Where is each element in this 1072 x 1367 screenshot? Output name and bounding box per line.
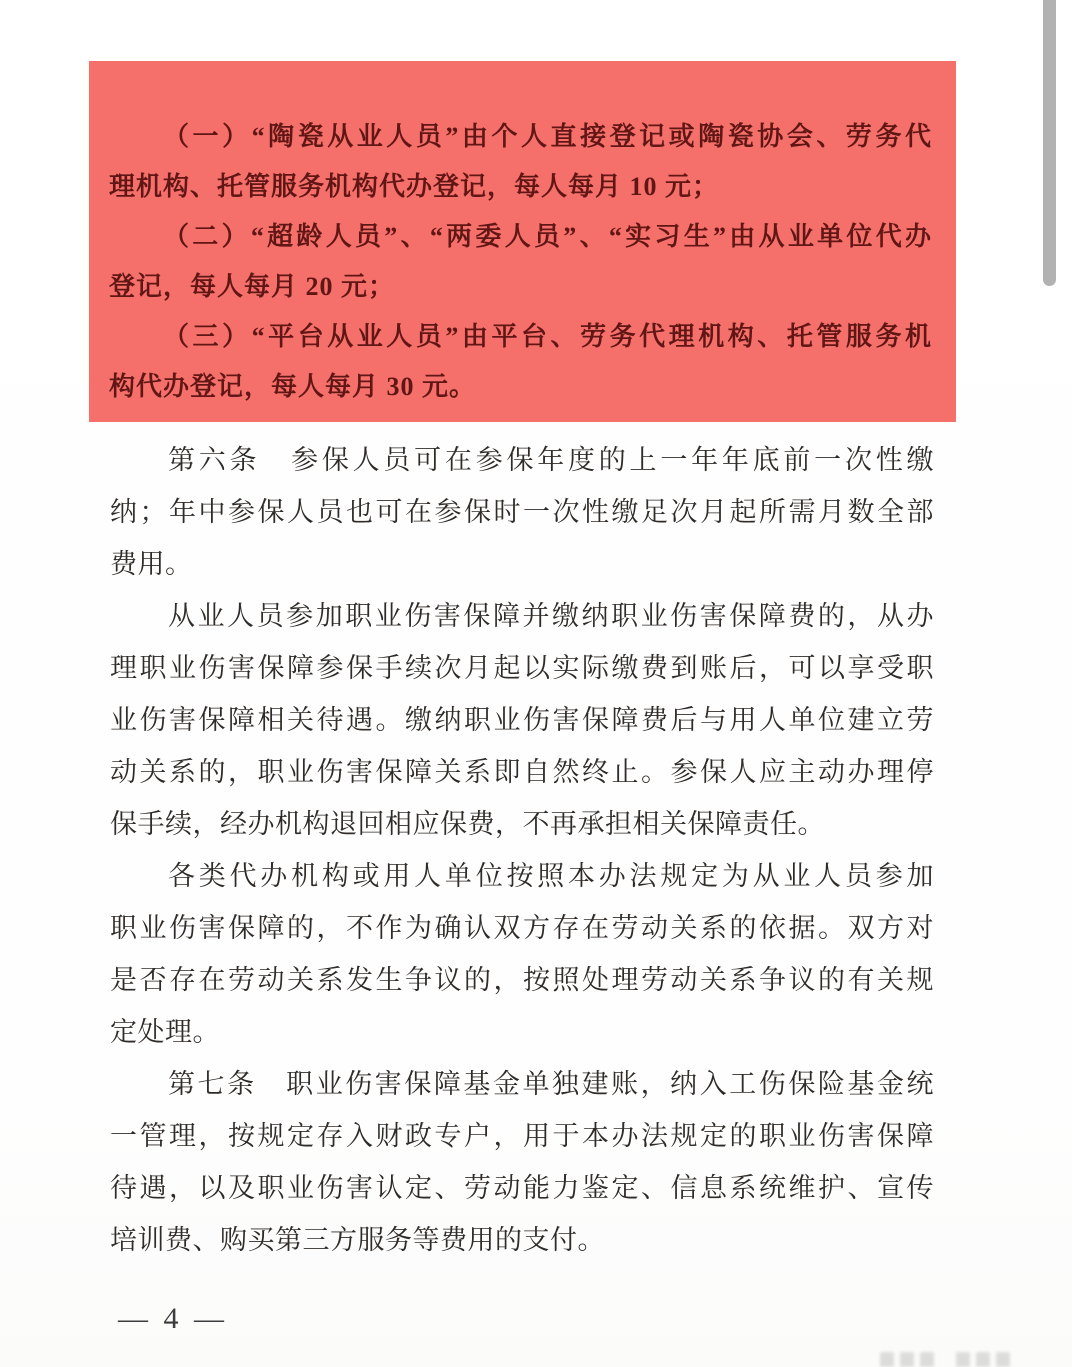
paragraph-agency	[110, 850, 934, 1058]
text-line: 业伤害保障相关待遇。缴纳职业伤害保障费后与用人单位建立劳	[110, 705, 934, 735]
highlight-line: （一）“陶瓷从业人员”由个人直接登记或陶瓷协会、劳务代	[163, 122, 932, 151]
highlighted-passage	[89, 61, 956, 422]
highlight-line: 构代办登记，每人每月 30 元。	[109, 372, 477, 401]
text-line: 费用。	[110, 549, 193, 579]
text-line: 第六条 参保人员可在参保年度的上一年年底前一次性缴	[168, 445, 934, 475]
highlight-line: 登记，每人每月 20 元；	[109, 272, 396, 301]
paragraph-enrollment	[110, 590, 934, 850]
text-line: 是否存在劳动关系发生争议的，按照处理劳动关系争议的有关规	[110, 965, 934, 995]
text-line: 培训费、购买第三方服务等费用的支付。	[110, 1225, 605, 1255]
text-line: 各类代办机构或用人单位按照本办法规定为从业人员参加	[168, 861, 934, 891]
text-line: 理职业伤害保障参保手续次月起以实际缴费到账后，可以享受职	[110, 653, 934, 683]
scrollbar-thumb[interactable]	[1043, 0, 1056, 286]
text-line: 动关系的，职业伤害保障关系即自然终止。参保人应主动办理停	[110, 757, 934, 787]
paragraph-article-6	[110, 434, 934, 590]
text-line: 从业人员参加职业伤害保障并缴纳职业伤害保障费的，从办	[168, 601, 934, 631]
highlight-line: （二）“超龄人员”、“两委人员”、“实习生”由从业单位代办	[163, 222, 932, 251]
faint-watermark-fragment	[880, 1352, 1050, 1367]
paragraph-article-7	[110, 1058, 934, 1266]
text-line: 定处理。	[110, 1017, 220, 1047]
text-line: 纳；年中参保人员也可在参保时一次性缴足次月起所需月数全部	[110, 497, 934, 527]
text-line: 待遇，以及职业伤害认定、劳动能力鉴定、信息系统维护、宣传	[110, 1173, 934, 1203]
highlight-line: 理机构、托管服务机构代办登记，每人每月 10 元；	[109, 172, 720, 201]
page-number: — 4 —	[118, 1302, 228, 1335]
text-line: 第七条 职业伤害保障基金单独建账，纳入工伤保险基金统	[168, 1069, 934, 1099]
body-text	[110, 434, 934, 1266]
text-line: 一管理，按规定存入财政专户，用于本办法规定的职业伤害保障	[110, 1121, 934, 1151]
text-line: 职业伤害保障的，不作为确认双方存在劳动关系的依据。双方对	[110, 913, 934, 943]
text-line: 保手续，经办机构退回相应保费，不再承担相关保障责任。	[110, 809, 825, 839]
highlight-line: （三）“平台从业人员”由平台、劳务代理机构、托管服务机	[163, 322, 932, 351]
